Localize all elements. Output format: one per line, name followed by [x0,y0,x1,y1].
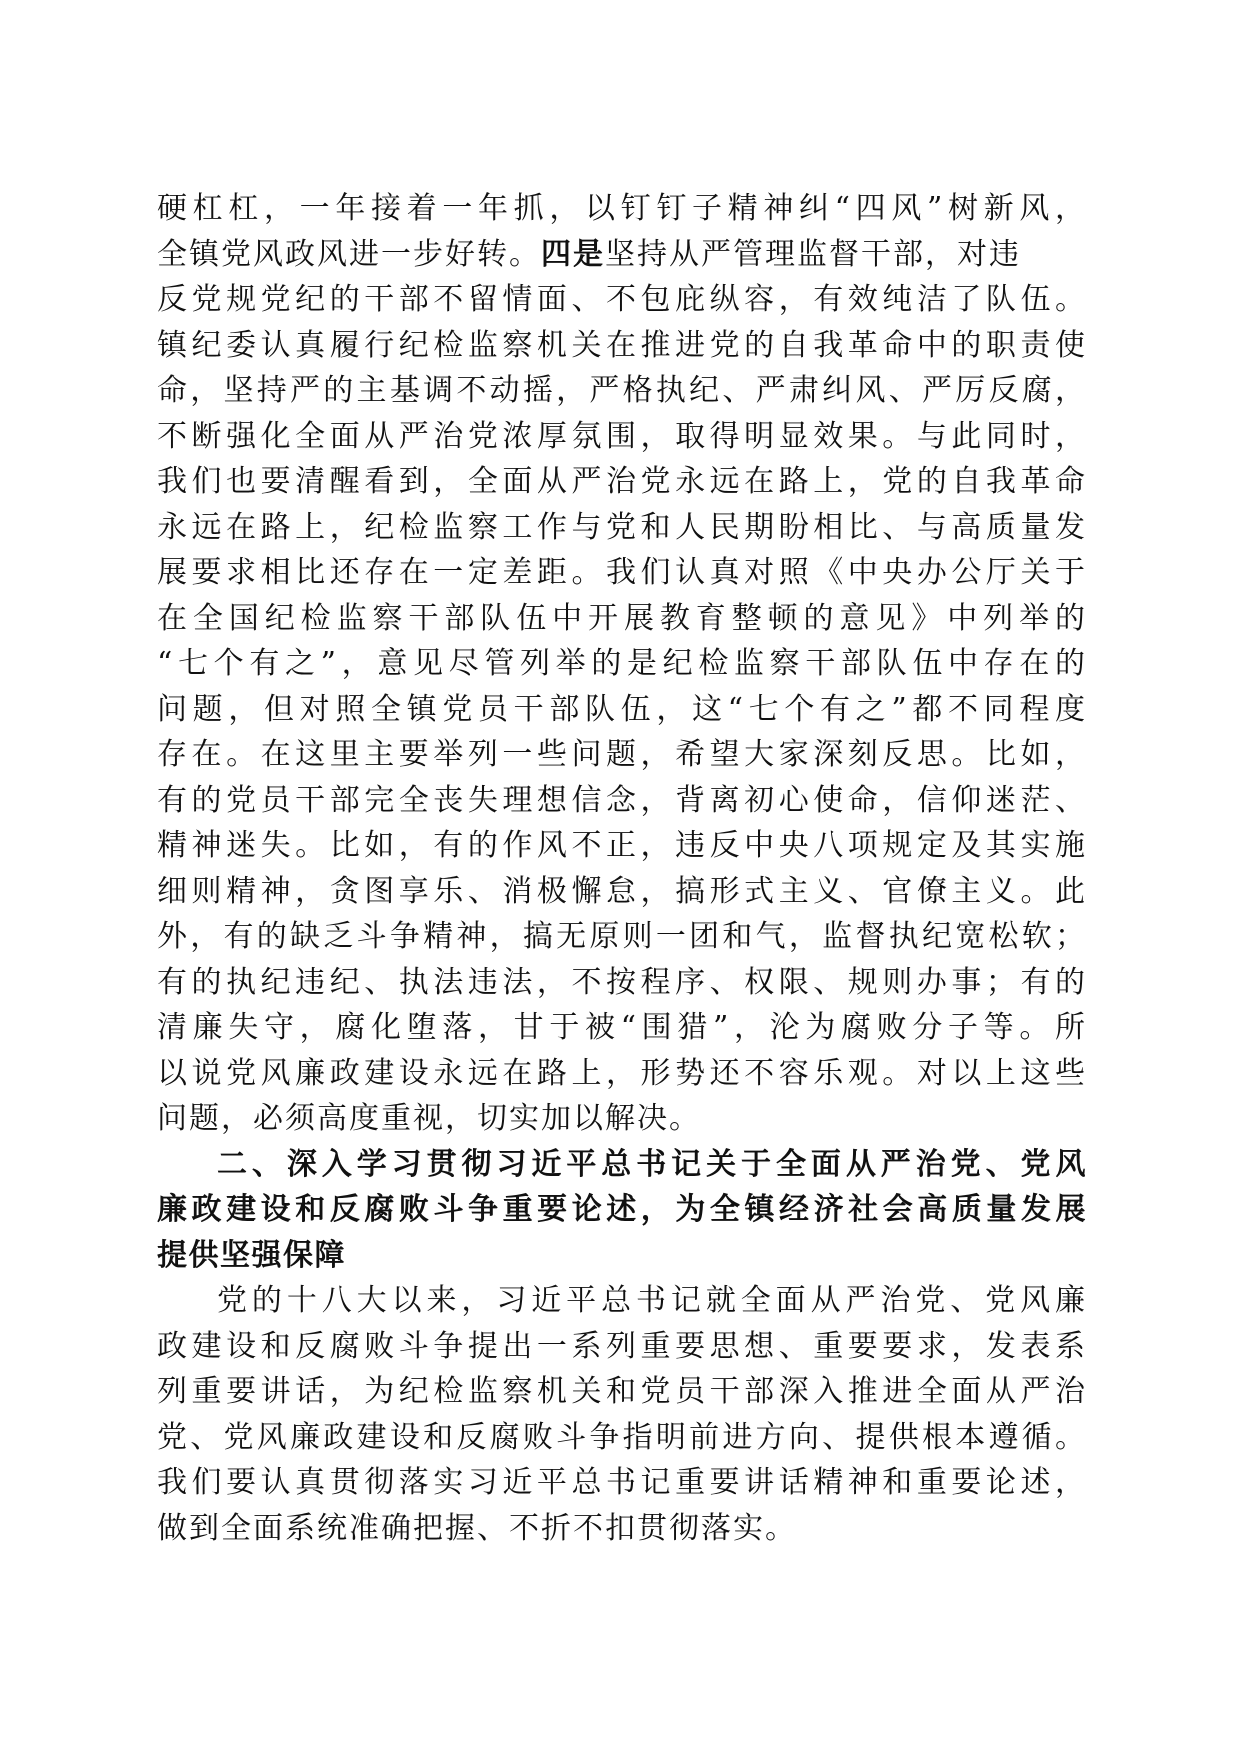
body-line: 展要求相比还存在一定差距。我们认真对照《中央办公厅关于 [157,555,1087,590]
section-heading-line: 廉政建设和反腐败斗争重要论述，为全镇经济社会高质量发展 [157,1192,1087,1227]
body-line: 外，有的缺乏斗争精神，搞无原则一团和气，监督执纪宽松软； [157,919,1087,954]
body-text: 坚持从严管理监督干部，对违 [605,236,1021,272]
body-line: 我们要认真贯彻落实习近平总书记重要讲话精神和重要论述， [157,1465,1087,1500]
body-line: 精神迷失。比如，有的作风不正，违反中央八项规定及其实施 [157,828,1087,863]
body-line: 反党规党纪的干部不留情面、不包庇纵容，有效纯洁了队伍。 [157,282,1087,317]
section-heading-line: 二、深入学习贯彻习近平总书记关于全面从严治党、党风 [217,1146,1087,1182]
body-line: 存在。在这里主要举列一些问题，希望大家深刻反思。比如， [157,737,1087,772]
body-line: 永远在路上，纪检监察工作与党和人民期盼相比、与高质量发 [157,509,1087,545]
body-line: 清廉失守，腐化堕落，甘于被“围猎”，沦为腐败分子等。所 [157,1010,1087,1045]
body-line: 党的十八大以来，习近平总书记就全面从严治党、党风廉 [217,1283,1087,1318]
section-heading-line: 提供坚强保障 [157,1237,346,1273]
body-line [157,232,1087,278]
body-line: 有的执纪违纪、执法违法，不按程序、权限、规则办事；有的 [157,964,1087,1000]
body-text: 全镇党风政风进一步好转。 [157,236,541,272]
body-line: 我们也要清醒看到，全面从严治党永远在路上，党的自我革命 [157,464,1087,499]
body-line: 在全国纪检监察干部队伍中开展教育整顿的意见》中列举的 [157,600,1087,636]
body-line: 问题，必须高度重视，切实加以解决。 [157,1101,701,1136]
body-line: 做到全面系统准确把握、不折不扣贯彻落实。 [157,1510,797,1546]
body-line: 以说党风廉政建设永远在路上，形势还不容乐观。对以上这些 [157,1055,1087,1091]
body-line: 镇纪委认真履行纪检监察机关在推进党的自我革命中的职责使 [157,327,1087,363]
body-line: 党、党风廉政建设和反腐败斗争指明前进方向、提供根本遵循。 [157,1419,1087,1455]
body-line: 政建设和反腐败斗争提出一系列重要思想、重要要求，发表系 [157,1328,1087,1364]
body-line: 硬杠杠，一年接着一年抓，以钉钉子精神纠“四风”树新风， [157,191,1087,226]
body-line: 不断强化全面从严治党浓厚氛围，取得明显效果。与此同时， [157,418,1087,454]
document-body [157,186,1087,1551]
body-line: 有的党员干部完全丧失理想信念，背离初心使命，信仰迷茫、 [157,782,1087,818]
body-line: “七个有之”，意见尽管列举的是纪检监察干部队伍中存在的 [157,646,1087,681]
bold-lead-in: 四是 [541,236,605,272]
body-line: 命，坚持严的主基调不动摇，严格执纪、严肃纠风、严厉反腐， [157,373,1087,408]
body-line: 问题，但对照全镇党员干部队伍，这“七个有之”都不同程度 [157,691,1087,727]
body-line: 列重要讲话，为纪检监察机关和党员干部深入推进全面从严治 [157,1374,1087,1409]
body-line: 细则精神，贪图享乐、消极懈怠，搞形式主义、官僚主义。此 [157,873,1087,909]
